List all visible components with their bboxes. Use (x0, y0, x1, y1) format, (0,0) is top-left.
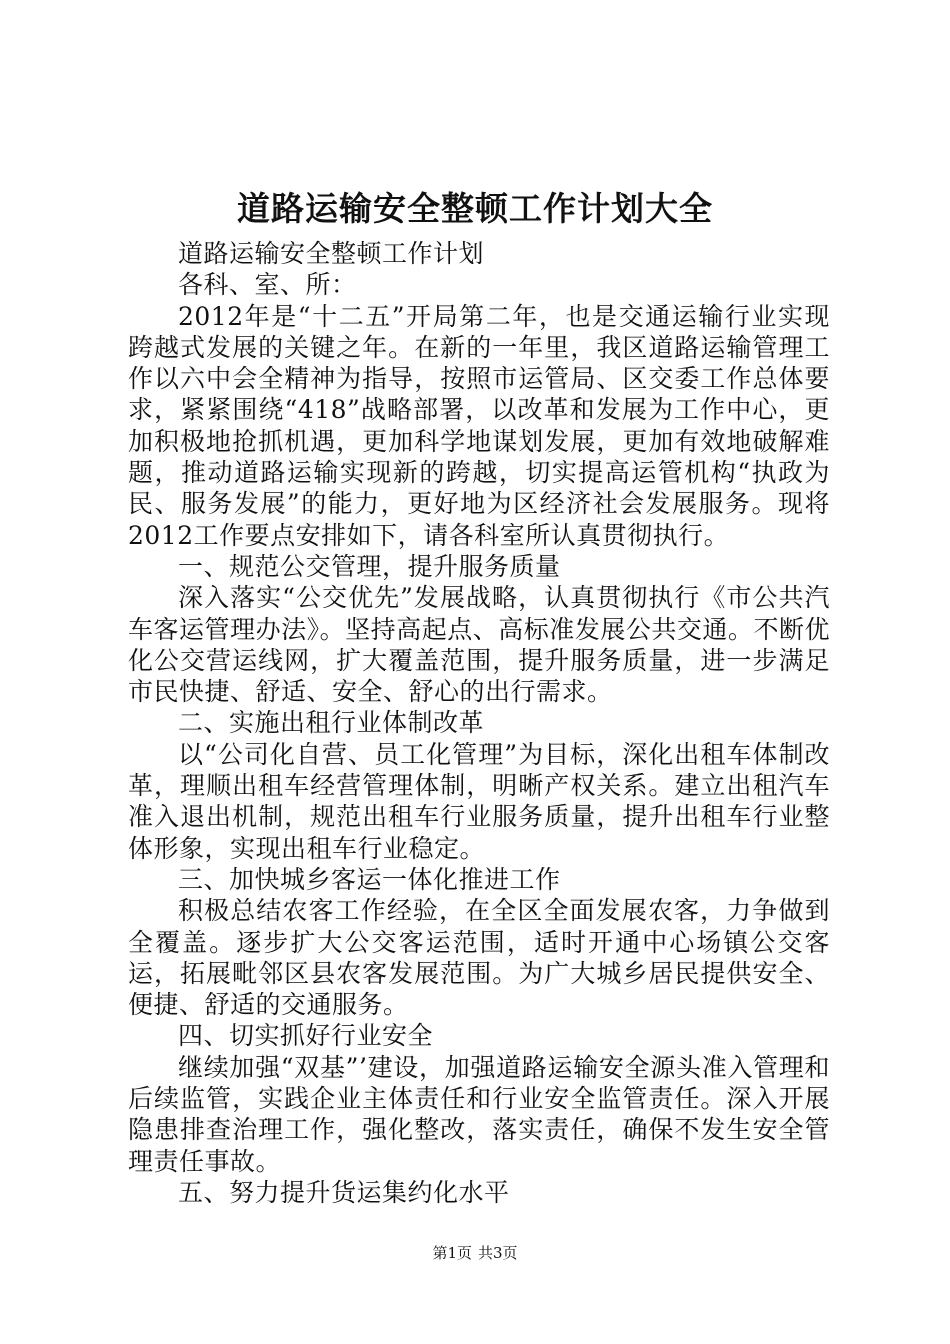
section-heading-2: 二、实施出租行业体制改革 (178, 708, 485, 738)
section-heading-1: 一、规范公交管理，提升服务质量 (178, 551, 561, 581)
section-paragraph-2: 以“公司化自营、员工化管理”为目标，深化出租车体制改革，理顺出租车经营管理体制，明晰产权关系。建立出租汽车准入退出机制，规范出租车行业服务质量，提升出租车行业整体形象，实现出租车行业稳定。 (128, 739, 830, 863)
document-title: 道路运输安全整顿工作计划大全 (237, 189, 713, 228)
section-paragraph-4: 继续加强“双基”’建设，加强道路运输安全源头准入管理和后续监管，实践企业主体责任和行业安全监管责任。深入开展隐患排查治理工作，强化整改，落实责任，确保不发生安全管理责任事故。 (128, 1052, 830, 1176)
intro-paragraph: 2012年是“十二五”开局第二年，也是交通运输行业实现跨越式发展的关键之年。在新的一年里，我区道路运输管理工作以六中会全精神为指导，按照市运管局、区交委工作总体要求，紧紧围绕“418”战略部署，以改革和发展为工作中心，更加积极地抢抓机遇，更加科学地谋划发展，更加有效地破解难题，推动道路运输实现新的跨越，切实提高运管机构“执政为民、服务发展”的能力，更好地为区经济社会发展服务。现将2012工作要点安排如下，请各科室所认真贯彻执行。 (128, 301, 830, 550)
page-footer (0, 1243, 950, 1263)
section-paragraph-3: 积极总结农客工作经验，在全区全面发展农客，力争做到全覆盖。逐步扩大公交客运范围，适时开通中心场镇公交客运，拓展毗邻区县农客发展范围。为广大城乡居民提供安全、便捷、舒适的交通服务。 (128, 896, 830, 1020)
document-body (128, 238, 830, 1208)
section-heading-5: 五、努力提升货运集约化水平 (178, 1177, 510, 1207)
section-heading-4: 四、切实抓好行业安全 (178, 1021, 434, 1051)
page-total: 共3页 (478, 1244, 518, 1262)
salutation: 各科、室、所： (178, 270, 357, 300)
section-heading-3: 三、加快城乡客运一体化推进工作 (178, 864, 561, 894)
plan-heading: 道路运输安全整顿工作计划 (178, 239, 485, 268)
page-number: 第1页 (432, 1244, 472, 1262)
section-paragraph-1: 深入落实“公交优先”发展战略，认真贯彻执行《市公共汽车客运管理办法》。坚持高起点、高标准发展公共交通。不断优化公交营运线网，扩大覆盖范围，提升服务质量，进一步满足市民快捷、舒适、安全、舒心的出行需求。 (128, 583, 830, 707)
